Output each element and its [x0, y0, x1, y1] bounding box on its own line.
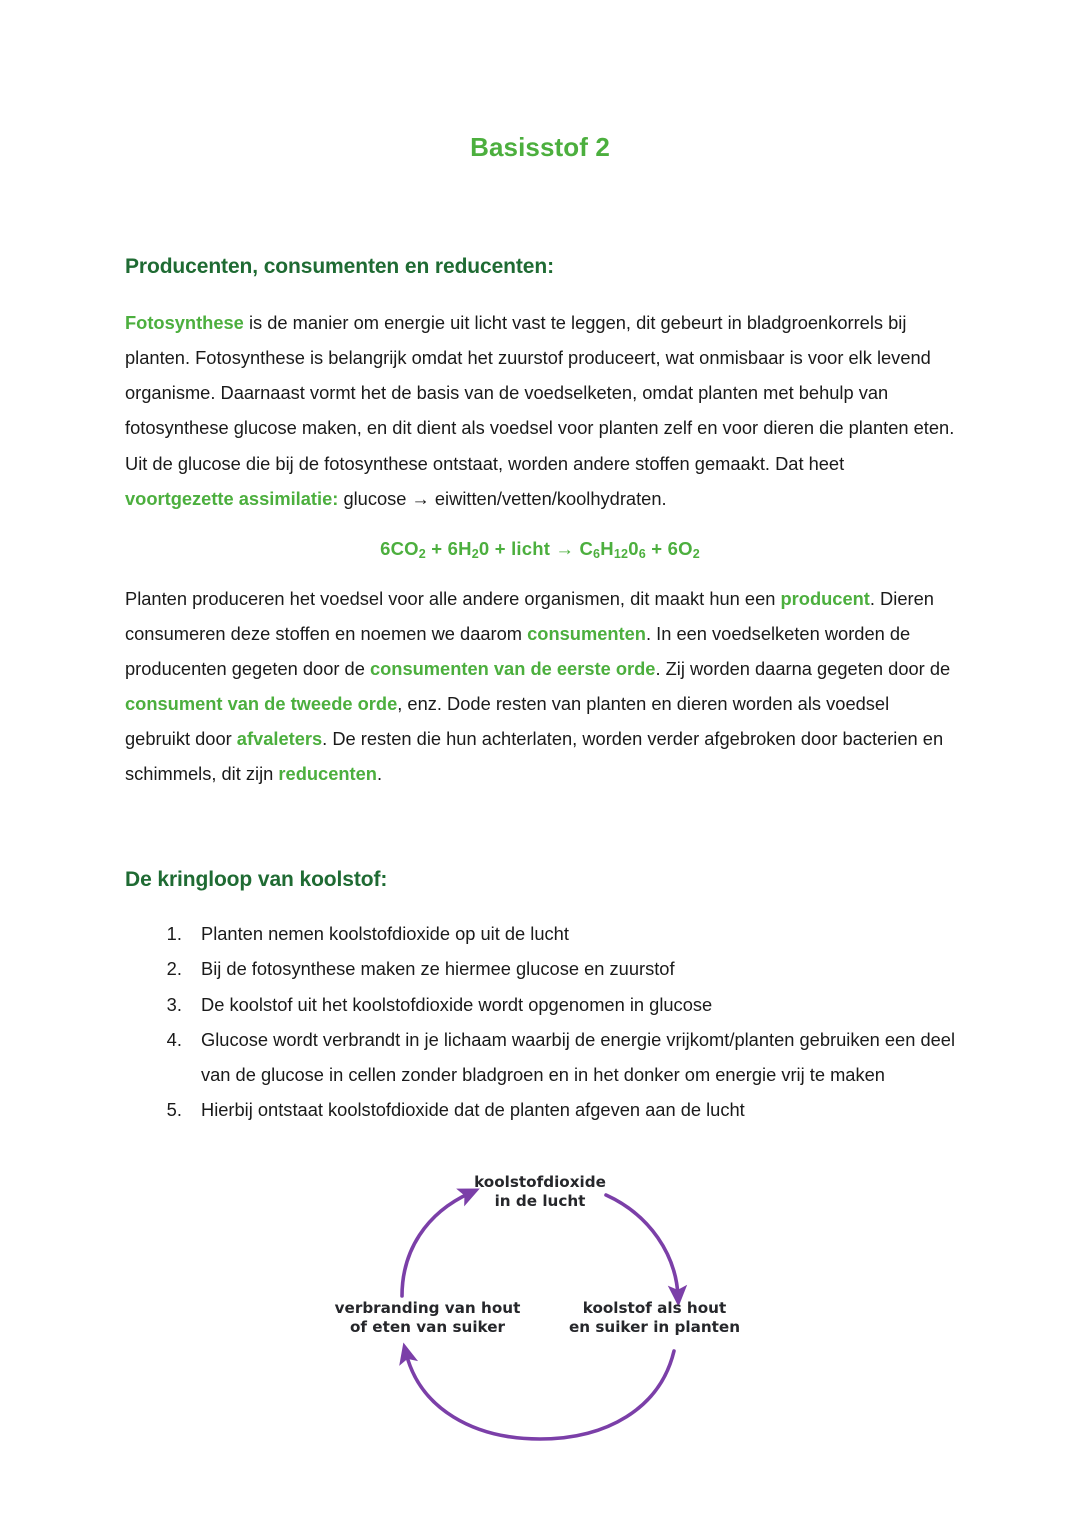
formula-sub-1: 2 — [418, 546, 426, 561]
diagram-label-top-line1: koolstofdioxide — [474, 1173, 606, 1192]
formula-sub-6: 2 — [692, 546, 700, 561]
par2-text-1: Planten produceren het voedsel voor alle andere organismen, dit maakt hun een — [125, 587, 781, 609]
section-heading-kringloop: De kringloop van koolstof: — [125, 868, 388, 892]
formula-part-4: H — [600, 537, 614, 559]
term-consumenten: consumenten — [527, 622, 646, 644]
list-item: 5. Hierbij ontstaat koolstofdioxide dat de planten afgeven aan de lucht — [187, 1092, 955, 1127]
paragraph-fotosynthese-tail: glucose → eiwitten/vetten/koolhydraten. — [338, 487, 667, 509]
photosynthesis-formula — [125, 516, 955, 561]
formula-part-6: + 6O — [645, 537, 693, 559]
paragraph-fotosynthese — [125, 279, 955, 516]
diagram-label-verbranding-van-hout — [320, 1299, 535, 1338]
list-item: 3. De koolstof uit het koolstofdioxide wordt opgenomen in glucose — [187, 987, 955, 1022]
formula-part-1: 6CO — [380, 537, 419, 559]
list-item: 1. Planten nemen koolstofdioxide op uit de lucht — [187, 916, 955, 951]
carbon-cycle-diagram — [330, 1151, 750, 1451]
par2-text-5: , enz. Dode resten van planten en dieren worden als voedsel gebruikt door — [125, 692, 890, 750]
list-item: 4. Glucose wordt verbrandt in je lichaam waarbij de energie vrijkomt/planten gebruiken een deel van de glucose in cellen zonder bladgroen en in het donker om energie vrij te maken — [187, 1022, 955, 1092]
formula-part-2: + 6H — [425, 537, 472, 559]
section-heading-producenten: Producenten, consumenten en reducenten: — [125, 255, 554, 278]
diagram-label-koolstofdioxide-in-de-lucht — [330, 1173, 750, 1212]
formula-sub-4: 12 — [613, 546, 629, 561]
page-title: Basisstof 2 — [470, 132, 610, 162]
par2-text-4: . Zij worden daarna gegeten door de — [655, 657, 951, 679]
formula-part-3: 0 + licht → C — [478, 537, 594, 559]
term-consument-tweede-orde: consument van de tweede orde — [125, 692, 398, 714]
carbon-cycle-diagram-wrapper — [125, 1127, 955, 1451]
term-afvaleters: afvaleters — [236, 728, 323, 750]
paragraph-producenten — [125, 561, 955, 792]
diagram-label-right-line2: en suiker in planten — [568, 1318, 741, 1337]
diagram-label-koolstof-als-hout — [547, 1299, 762, 1338]
formula-part-5: 0 — [628, 537, 639, 559]
diagram-label-top-line2: in de lucht — [494, 1192, 586, 1211]
term-consumenten-eerste-orde: consumenten van de eerste orde — [369, 657, 656, 679]
diagram-label-left-line2: of eten van suiker — [349, 1318, 506, 1337]
formula-sub-3: 6 — [593, 546, 601, 561]
paragraph-fotosynthese-body: is de manier om energie uit licht vast te leggen, dit gebeurt in bladgroenkorrels bij planten. Fotosynthese is belangrijk omdat het zuurstof produceert, wat onmisbaar is voor elk levend organisme. Daarnaast vormt het de basis van de voedselketen, omdat planten met behulp van fotosynthese glucose maken, en dit dient als voedsel voor planten zelf en voor dieren die planten eten. Uit de glucose die bij de fotosynthese ontstaat, worden andere stoffen gemaakt. Dat heet — [125, 312, 955, 474]
arrow-koolstof-to-verbranding — [406, 1351, 674, 1439]
par2-text-2: . Dieren consumeren deze stoffen en noemen we daarom — [125, 587, 934, 644]
diagram-label-right-line1: koolstof als hout — [582, 1299, 727, 1318]
par2-text-6: . De resten die hun achterlaten, worden verder afgebroken door bacterien en schimmels, dit zijn — [125, 728, 944, 785]
formula-sub-2: 2 — [471, 546, 479, 561]
par2-text-3: . In een voedselketen worden de producenten gegeten door de — [125, 622, 911, 679]
term-reducenten: reducenten — [278, 763, 377, 785]
list-item: 2. Bij de fotosynthese maken ze hiermee glucose en zuurstof — [187, 951, 955, 986]
formula-sub-5: 6 — [638, 546, 646, 561]
carbon-cycle-steps-list — [125, 892, 955, 1127]
term-producent: producent — [780, 587, 870, 609]
diagram-label-left-line1: verbranding van hout — [334, 1299, 521, 1318]
term-fotosynthese: Fotosynthese — [125, 312, 244, 333]
par2-text-7: . — [376, 763, 383, 785]
term-voortgezette-assimilatie: voortgezette assimilatie: — [125, 487, 339, 509]
